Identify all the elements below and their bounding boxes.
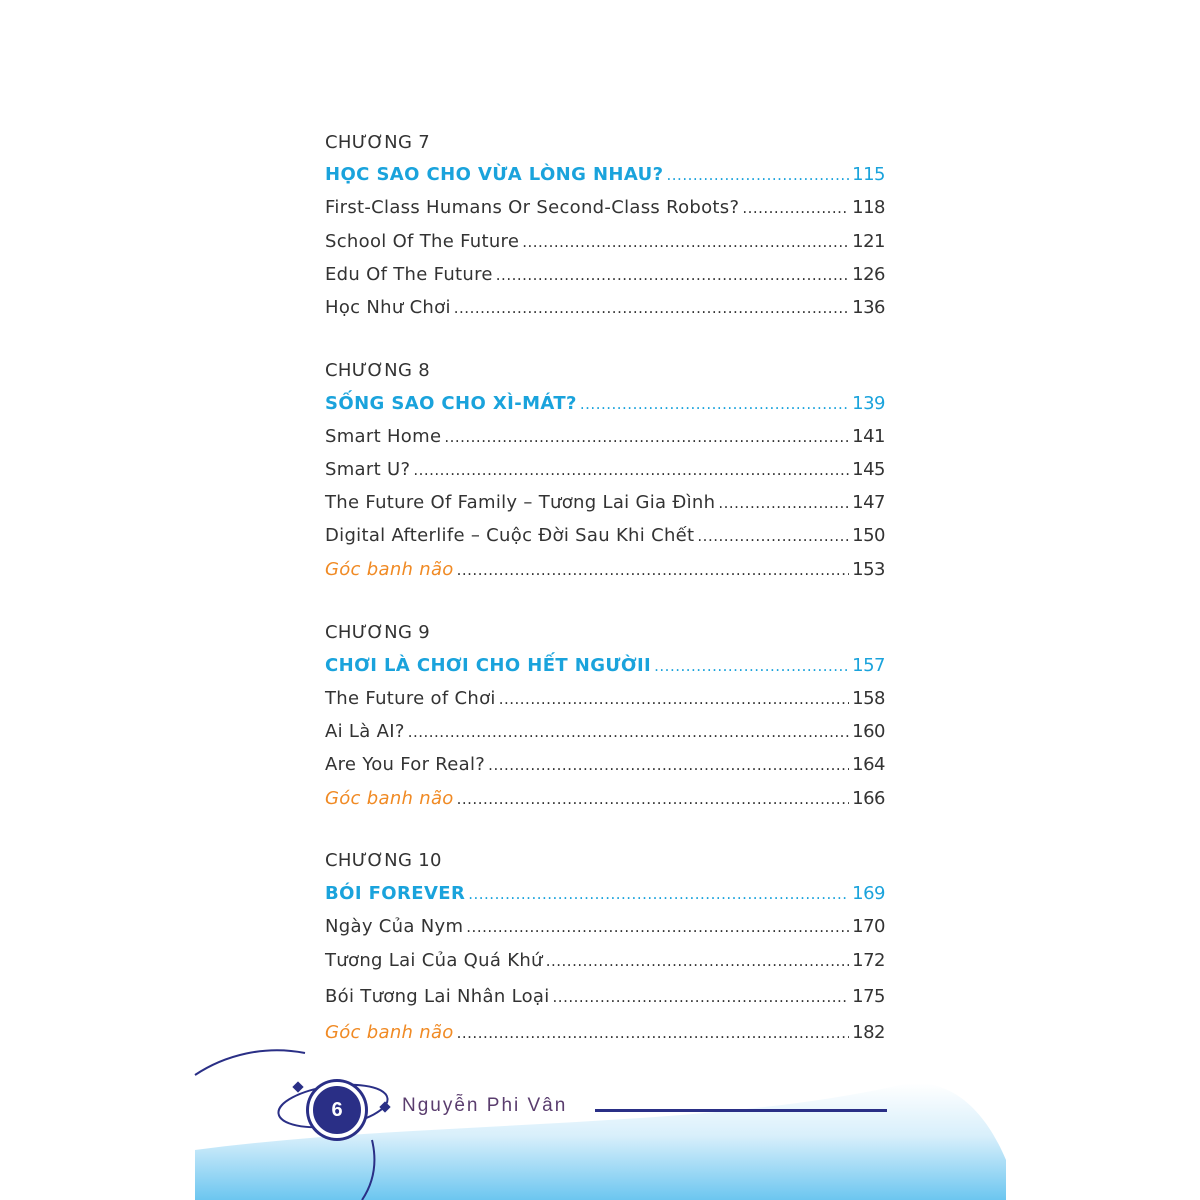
dot-leader	[667, 166, 850, 186]
chapter-9-title-entry[interactable]	[325, 655, 885, 679]
entry-title: First-Class Humans Or Second-Class Robots?	[325, 197, 740, 218]
entry-title: The Future Of Family – Tương Lai Gia Đình	[325, 492, 716, 513]
page-number: 147	[852, 492, 885, 513]
toc-entry[interactable]	[325, 950, 885, 974]
entry-title: SỐNG SAO CHO XÌ-MÁT?	[325, 393, 577, 414]
dot-leader	[718, 494, 849, 514]
dot-leader	[466, 918, 849, 938]
dot-leader	[522, 233, 849, 253]
toc-entry[interactable]	[325, 688, 885, 712]
page-number-badge: 6	[309, 1082, 365, 1138]
page-number: 172	[852, 950, 885, 971]
entry-title: BÓI FOREVER	[325, 883, 466, 904]
toc-entry[interactable]	[325, 916, 885, 940]
chapter-10-title-entry[interactable]	[325, 883, 885, 907]
page-number: 115	[852, 164, 885, 185]
page-number: 126	[852, 264, 885, 285]
entry-title: CHƠI LÀ CHƠI CHO HẾT NGƯỜII	[325, 655, 652, 676]
dot-leader	[697, 527, 849, 547]
page-number: 169	[852, 883, 885, 904]
chapter-8-title-entry[interactable]	[325, 393, 885, 417]
entry-title: Ngày Của Nym	[325, 916, 464, 937]
toc-entry-corner[interactable]	[325, 559, 885, 583]
page-number: 153	[852, 559, 885, 580]
toc-entry[interactable]	[325, 459, 885, 483]
dot-leader	[457, 561, 850, 581]
chapter-9-label: CHƯƠNG 9	[325, 622, 430, 643]
entry-title: HỌC SAO CHO VỪA LÒNG NHAU?	[325, 164, 664, 185]
chapter-8-label: CHƯƠNG 8	[325, 360, 430, 381]
entry-title: Góc banh não	[325, 559, 454, 580]
entry-title: Bói Tương Lai Nhân Loại	[325, 986, 550, 1007]
toc-entry[interactable]	[325, 721, 885, 745]
toc-entry[interactable]	[325, 231, 885, 255]
toc-entry-corner[interactable]	[325, 788, 885, 812]
entry-title: The Future of Chơi	[325, 688, 496, 709]
toc-entry[interactable]	[325, 297, 885, 321]
page-number: 121	[852, 231, 885, 252]
chapter-7-title-entry[interactable]	[325, 164, 885, 188]
chapter-7-label: CHƯƠNG 7	[325, 132, 430, 153]
dot-leader	[457, 1024, 850, 1044]
chapter-10-label: CHƯƠNG 10	[325, 850, 442, 871]
author-name: Nguyễn Phi Vân	[402, 1095, 568, 1116]
dot-leader	[742, 199, 849, 219]
page-number: 170	[852, 916, 885, 937]
entry-title: Ai Là AI?	[325, 721, 405, 742]
orbit-arc-top	[195, 1050, 305, 1075]
page-number: 175	[852, 986, 885, 1007]
dot-leader	[408, 723, 849, 743]
author-underline	[595, 1109, 887, 1112]
entry-title: Học Như Chơi	[325, 297, 451, 318]
page-number: 182	[852, 1022, 885, 1043]
page-number: 157	[852, 655, 885, 676]
page-number: 150	[852, 525, 885, 546]
page-number: 166	[852, 788, 885, 809]
toc-entry[interactable]	[325, 197, 885, 221]
page-number: 158	[852, 688, 885, 709]
page-number: 136	[852, 297, 885, 318]
entry-title: Tương Lai Của Quá Khứ	[325, 950, 543, 971]
page-number: 145	[852, 459, 885, 480]
page-number: 160	[852, 721, 885, 742]
dot-leader	[454, 299, 849, 319]
entry-title: Góc banh não	[325, 788, 454, 809]
page-number: 141	[852, 426, 885, 447]
toc-entry[interactable]	[325, 986, 885, 1010]
toc-entry[interactable]	[325, 492, 885, 516]
entry-title: Góc banh não	[325, 1022, 454, 1043]
toc-entry-corner[interactable]	[325, 1022, 885, 1046]
entry-title: Are You For Real?	[325, 754, 486, 775]
entry-title: Edu Of The Future	[325, 264, 493, 285]
toc-entry[interactable]	[325, 264, 885, 288]
entry-title: Smart U?	[325, 459, 411, 480]
dot-leader	[654, 657, 849, 677]
dot-leader	[546, 952, 849, 972]
dot-leader	[444, 428, 849, 448]
dot-leader	[468, 885, 849, 905]
dot-leader	[413, 461, 849, 481]
dot-leader	[499, 690, 849, 710]
entry-title: Digital Afterlife – Cuộc Đời Sau Khi Chết	[325, 525, 695, 546]
toc-entry[interactable]	[325, 426, 885, 450]
dot-leader	[488, 756, 849, 776]
page-number: 164	[852, 754, 885, 775]
page-number: 118	[852, 197, 885, 218]
entry-title: Smart Home	[325, 426, 442, 447]
dot-leader	[553, 988, 850, 1008]
entry-title: School Of The Future	[325, 231, 520, 252]
toc-entry[interactable]	[325, 754, 885, 778]
dot-leader	[580, 395, 849, 415]
page-number: 139	[852, 393, 885, 414]
dot-leader	[457, 790, 850, 810]
toc-entry[interactable]	[325, 525, 885, 549]
dot-leader	[496, 266, 849, 286]
